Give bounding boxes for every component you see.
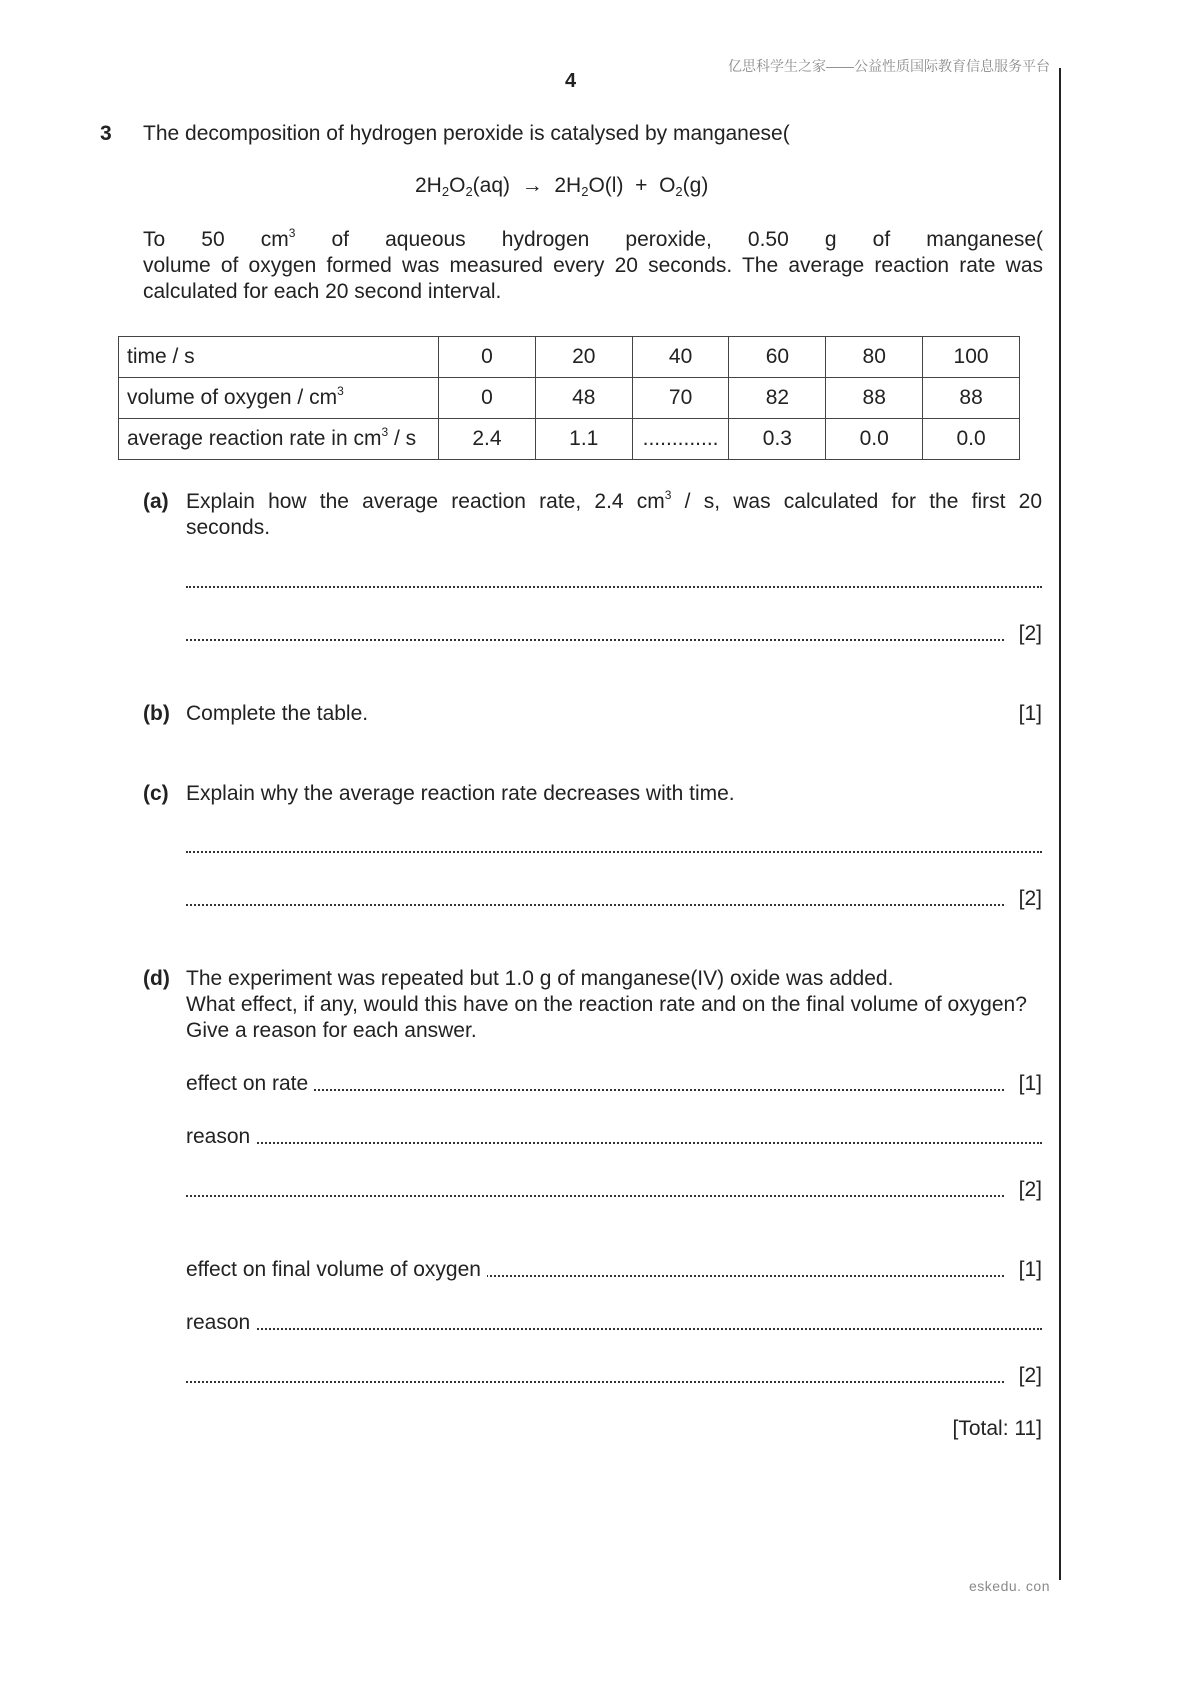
table-cell: 88 xyxy=(826,378,923,419)
part-a-mark: [2] xyxy=(1018,622,1042,645)
reason-1-label: reason xyxy=(186,1124,256,1150)
table-cell: 1.1 xyxy=(535,419,632,460)
table-cell: 40 xyxy=(632,337,729,378)
part-b-label: (b) xyxy=(143,702,170,725)
table-cell: 0 xyxy=(439,337,536,378)
reaction-arrow: → xyxy=(521,174,543,197)
part-c-text: Explain why the average reaction rate decreases with time. xyxy=(186,782,735,805)
effect-on-rate-label: effect on rate xyxy=(186,1071,314,1097)
table-cell: 0.3 xyxy=(729,419,826,460)
footer-site: eskedu. con xyxy=(969,1578,1050,1594)
para-line-2: volume of oxygen formed was measured every 20 seconds. The average reaction rate was xyxy=(143,254,1043,277)
table-row xyxy=(119,378,1020,419)
effect-on-volume-label: effect on final volume of oxygen xyxy=(186,1257,487,1283)
reason-1-mark: [2] xyxy=(1018,1178,1042,1201)
part-b-row xyxy=(186,701,1042,727)
part-b-text: Complete the table. xyxy=(186,702,369,725)
table-cell: 0 xyxy=(439,378,536,419)
table-cell: 82 xyxy=(729,378,826,419)
results-table xyxy=(118,336,1020,460)
part-d-text: The experiment was repeated but 1.0 g of manganese(IV) oxide was added. What effect, if any, would this have on the reaction rate and on the final volume of oxygen? Give a reason for each answer. xyxy=(186,967,1027,1042)
table-row xyxy=(119,419,1020,460)
answer-blank-cell[interactable]: ............. xyxy=(632,419,729,460)
watermark-text: 亿思科学生之家——公益性质国际教育信息服务平台 xyxy=(728,58,1050,74)
answer-line[interactable] xyxy=(186,568,1042,594)
table-row xyxy=(119,337,1020,378)
part-a-text: Explain how the average reaction rate, 2.4 $cm^3$ / s, was calculated for the first 20 seconds. xyxy=(186,488,1042,539)
row-header: time / s xyxy=(119,337,439,378)
table-cell: 20 xyxy=(535,337,632,378)
row-header: average reaction rate in $cm^3$ / s xyxy=(119,419,439,460)
table-cell: 60 xyxy=(729,337,826,378)
effect-on-rate-mark: [1] xyxy=(1018,1072,1042,1095)
para-line-3: calculated for each 20 second interval. xyxy=(143,280,502,303)
part-b-mark: [1] xyxy=(1018,702,1042,725)
table-cell: 88 xyxy=(923,378,1020,419)
effect-on-volume-line[interactable] xyxy=(186,1257,1042,1283)
table-cell: 100 xyxy=(923,337,1020,378)
answer-line[interactable] xyxy=(186,621,1042,647)
part-a-label: (a) xyxy=(143,490,169,513)
effect-on-rate-line[interactable] xyxy=(186,1071,1042,1097)
part-c-mark: [2] xyxy=(1018,887,1042,910)
chemical-equation: $2H_2O_2(aq) \to 2H_2O(l) + O_2(g)$ xyxy=(415,174,709,199)
effect-on-volume-mark: [1] xyxy=(1018,1258,1042,1281)
reason-2-line[interactable] xyxy=(186,1310,1042,1336)
question-intro: The decomposition of hydrogen peroxide is catalysed by manganese( xyxy=(143,122,790,145)
table-cell: 2.4 xyxy=(439,419,536,460)
part-d-label: (d) xyxy=(143,967,170,990)
para-line-1: To 50 $cm^3$ of aqueous hydrogen peroxide, 0.50 g of manganese( xyxy=(143,226,1043,251)
reason-2-label: reason xyxy=(186,1310,256,1336)
reason-2-mark: [2] xyxy=(1018,1364,1042,1387)
answer-line[interactable] xyxy=(186,1363,1042,1389)
reason-1-line[interactable] xyxy=(186,1124,1042,1150)
part-c-label: (c) xyxy=(143,782,169,805)
table-cell: 0.0 xyxy=(826,419,923,460)
right-margin-rule xyxy=(1059,68,1061,1580)
table-cell: 70 xyxy=(632,378,729,419)
table-cell: 48 xyxy=(535,378,632,419)
table-cell: 80 xyxy=(826,337,923,378)
question-number: 3 xyxy=(100,122,112,145)
question-paragraph xyxy=(143,227,1043,305)
table-cell: 0.0 xyxy=(923,419,1020,460)
answer-line[interactable] xyxy=(186,833,1042,859)
answer-line[interactable] xyxy=(186,886,1042,912)
page-number: 4 xyxy=(565,70,577,92)
answer-line[interactable] xyxy=(186,1177,1042,1203)
total-marks: [Total: 11] xyxy=(952,1417,1042,1440)
row-header: volume of oxygen / $cm^3$ xyxy=(119,378,439,419)
